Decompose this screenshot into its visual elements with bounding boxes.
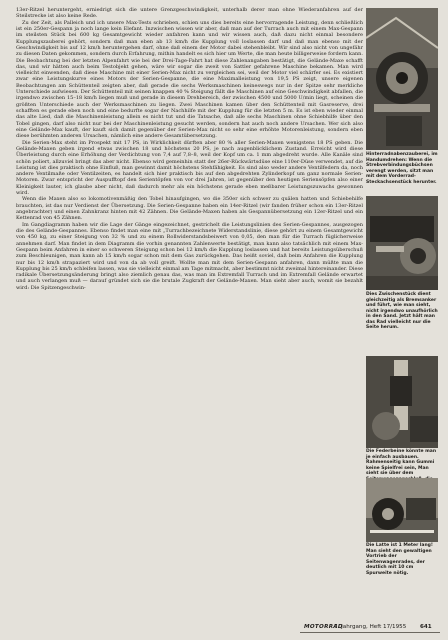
- caption-sidecar-wheel-track: Die Latte ist 1 Meter lang! Man sieht den gewaltigen Vortrieb der Seitenwagenrades, der deutlich mit 10 cm Spurweite nötig.: [366, 543, 433, 576]
- magazine-name: MOTORRAD: [304, 624, 343, 630]
- article-paragraph-4: Wenn die Maxen also so lokomotivenmäßig den Tobel hinaufgingen, wo die 350er sich schwer zu quälen hatten und Schiebehilfe brauchten, ist das nur Verdienst der Übersetzung. Die Serien-Gespanne haben ein 14er-Ritzel (wir fanden früher schon ein 13er-Ritzel angebrachter) und einen Zahnkranz hinten mit 42 Zähnen. Die Gelände-Maxen haben als Gespannübersetzung ein 12er-Ritzel und ein Kettenrad von 45 Zähnen.: [16, 196, 363, 222]
- suspension-strut-photo-icon: [366, 356, 438, 448]
- article-paragraph-2: Zu der Zeit, als Palleich und ich unsere Max-Tests schrieben, schien uns dies bereits eine hervorragende Leistung, denn schließlich ist ein 250er-Gespann ja noch lange kein Elefant. Inzwischen wissen wir aber, daß man auf der Turrach auch mit einem Max-Gespann im steilsten Stück bei 600 kg Gesamtgewicht wieder anfahren kann und wir wissen auch, daß dazu nicht einmal besondere Kupplungszauberei gehört, sondern daß man eben ab 13 km/h die Kupplung voll loslassen darf und daß man ebenso mit der Geschwindigkeit bis auf 12 km/h heruntergehen darf, ohne daß einem der Motor dabei stehenbleibt. Wir sind also nicht von ungefähr zu diesen Daten gekommen, sondern durch Erfahrung, mithin handelt es sich hier um Werte, die man heute billigerweise fordern kann. Die Beobachtung bei der letzten Alpenfahrt wie bei der Drei-Tage-Fahrt hat diese Zahlenangaben bestätigt, die Gelände-Maxe schafft das, und wir hätten auch beim Testobjekt gehen, wäre wir sogar die zweit von Sattler gefahrene Maschine bekamen. Man wird vielleicht einwenden, daß diese Maschine mit einer Serien-Max nicht zu vergleichen sei, weil der Motor viel schärfer sei. Es existiert zwar eine Leistungskurve eines Motors der Serien-Gespanne, die eine Maximalleistung von 19,5 PS zeigt, unsere eigenen Beobachtungen am Schüttenteil zeigten aber, daß gerade die sechs Werksmaschinen keineswegs nur in der Spitze sehr merkliche Unterschiede aufwiesen. Der Schüttenteil mit seinen knappen 40 % Steigung fällt die Maschinen auf eine Geschwindigkeit abfallen, die irgendwo zwischen 15–18 km/h liegen muß und gerade in diesem Drehbereich, der zwischen 4500 und 5000 U/min liegt, scheinen die größten Unterschiede auch der Werksmaschinen zu liegen. Zwei Maschinen kamen über den Schüttenteil mit Gasreserve, drei schafften es gerade eben noch und eine bedurfte sogar der Nachhilfe mit der Kupplung für die letzten 5 m. Es ist eben wieder einmal das alte Lied, daß die Maschinenleistung allein es nicht tut und die Tatsache, daß alle sechs Maschinen ohne Schiebhilfe über den Tobel gingen, darf also nicht nur bei der Maschinenleistung gesucht werden, sondern hat auch noch andere Ursachen. Wer sich also eine Gelände-Max kauft, der kauft sich damit gegenüber der Serien-Max nicht so sehr eine erhöhte Motorenleistung, sondern eben diese berühmten anderen Ursachen, nämlich eine andere Gesamtübersetzung.: [16, 19, 363, 140]
- article-paragraph-5: Im Gangdiagramm haben wir die Lage der Gänge eingezeichnet, gestrichelt die Leistungslinien des Serien-Gespannes, ausgezogen die des Gelände-Gespannes. Ebenso findet man eine mit „Turrachbezeichnete Widerstandslinie, diese gehört zu einem Gesamtgewicht von 450 kg, zu einer Steigung von 32 % und zu einem Rollwiderstandsbeiwert von 0,05, den man für die Turrach füglicherweise annehmen darf. Man findet in dem Diagramm die vorhin genannten Zahlenwerte bestätigt, man kann also tatsächlich mit einem Max-Gespann beim Anfahren in einer so schweren Steigung schon bei 12 km/h die Kupplung loslassen und hat bereits Leistungsüberschuß zum Beschleunigen, man kann ab 15 km/h sogar schon mit dem Gas zurückgehen. Das heißt soviel, daß beim Anfahren die Kupplung nur bis 12 km/h strapaziert wird und von da ab voll greift. Wollte man mit dem Serien-Gespann anfahren, dann müßte man die Kupplung bis 25 km/h schleifen lassen, was sie vielleicht einmal am Tage mitmacht, aber bestimmt nicht zweimal hintereinander. Diese radikale Übersetzungsänderung bringt also ziemlich genau das, was man im Extremfall Turrach und im Extremfall Gelände erwartet und auch verlangen muß — darauf gründet sich sie die brutale Zugkraft der Gelände-Maxen. Man sieht aber auch, womit sie bezahlt wird: Die Spitzengeschwin-: [16, 221, 363, 291]
- issue-info: 7. Jahrgang, Heft 17/1955: [334, 624, 407, 630]
- sidecar-wheel-track-photo-icon: [366, 478, 438, 542]
- page-number: 641: [420, 624, 432, 630]
- brake-anchor-photo-icon: [366, 196, 438, 290]
- page-footer: [0, 624, 448, 636]
- photo-rear-hub: [366, 8, 438, 150]
- photo-brake-anchor: [366, 196, 438, 290]
- caption-suspension-strut: Die Federbeine könnte man je einfach ausbauen. Rahmenseitig kann Gummi keine Spielfrei sein, Man sieht sie über dem: [366, 449, 437, 476]
- photo-sidecar-wheel-track: [366, 478, 438, 542]
- article-paragraph-3: Die Serien-Max steht im Prospekt mit 17 PS, in Wirklichkeit dürften aber 80 % aller Serien-Maxen wenigstens 18 PS geben. Die Gelände-Maxen geben irgend etwas zwischen 18 und höchstens 20 PS, je nach augenblicklichem Zustand. Erreicht wird diese Überleistung durch eine Erhöhung der Verdichtung von 7,4 auf 7,8–8, weil der Kopf um ca. 1 mm abgedreht wurde. Alle Kanäle sind schön poliert, allzuviel bringt das aber nicht. Ebenso wird gemeinhin statt der 26er-Rückwärtsdüse eine 110er-Düse verwendet, auf die Leistung ist dies praktisch ohne Einfluß, man gewinnt damit höchstens Stehfähigkeit. Es sind also weder andere Ventilfedern da, noch andere Ventilmaße oder Ventilzeiten, es handelt sich hier praktisch bis auf den abgedrehten Zylinderkopf um ganz normale Serien-Motoren. Zwar entspricht der Auspufftopf den Serientöpfen von vor drei Jahren, ist gegenüber den heutigen Seriensöpfen also einer Kleinigkeit lauter, ich glaube aber nicht, daß dadurch mehr als ein höchstens gerade eben meßbarer Leistungszuwachs gewonnen wird.: [16, 139, 363, 197]
- rear-hub-photo-icon: [366, 8, 438, 150]
- caption-brake-anchor: Dies Zwischenstück dient gleichzeitig als Bremsanker und führt, wie man sieht, nicht irgendwo unaufhörlich in den Sand. Jetzt hält man das Rad vielleicht nur die Seite herum.: [366, 292, 438, 330]
- caption-rear-hub: Hinterradnabenzauberei, im Handumdrehen: Wenn die Strebverbindungsbüchsen verengt werden, sitzt man mit dem Vorderrad-Steckachsenstück herunter.: [366, 152, 438, 185]
- article-body: [16, 7, 363, 619]
- article-paragraph-1: 13er-Ritzel heruntergeht, erniedrigt sich die untere Grenzgeschwindigkeit, unterhalb derer man ohne Wiederanfahren auf der Steilstrecke ist also keine Rede.: [16, 7, 363, 20]
- photo-suspension-strut: [366, 356, 438, 448]
